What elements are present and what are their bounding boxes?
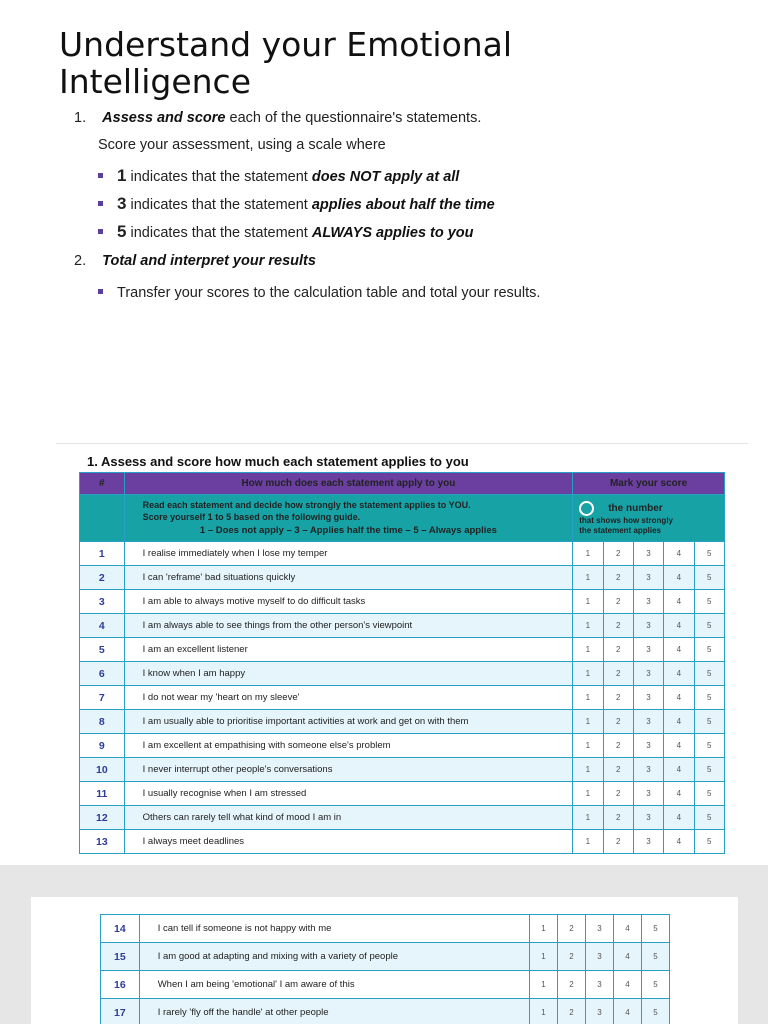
statement-text: I am able to always motive myself to do difficult tasks bbox=[124, 590, 573, 614]
statement-text: I am an excellent listener bbox=[124, 638, 573, 662]
table-row bbox=[80, 782, 725, 806]
score-option-2[interactable]: 2 bbox=[603, 614, 633, 638]
statement-text: I am good at adapting and mixing with a variety of people bbox=[139, 943, 529, 971]
statement-number: 17 bbox=[101, 999, 140, 1024]
scale-number: 1 bbox=[117, 166, 127, 185]
score-option-4[interactable]: 4 bbox=[613, 915, 641, 943]
statement-text: I realise immediately when I lose my temper bbox=[124, 542, 573, 566]
guide-blank bbox=[80, 495, 125, 542]
statement-number: 4 bbox=[80, 614, 125, 638]
statement-number: 14 bbox=[101, 915, 140, 943]
score-option-5[interactable]: 5 bbox=[694, 782, 724, 806]
statement-text: I usually recognise when I am stressed bbox=[124, 782, 573, 806]
score-option-3[interactable]: 3 bbox=[633, 614, 663, 638]
statement-number: 16 bbox=[101, 971, 140, 999]
step-1-bold: Assess and score bbox=[102, 110, 226, 126]
score-option-1[interactable]: 1 bbox=[529, 971, 557, 999]
score-option-2[interactable]: 2 bbox=[603, 758, 633, 782]
bullet-icon bbox=[98, 289, 103, 294]
score-option-4[interactable]: 4 bbox=[664, 590, 694, 614]
statement-number: 11 bbox=[80, 782, 125, 806]
statement-text: I rarely 'fly off the handle' at other people bbox=[139, 999, 529, 1024]
scale-emphasis: does NOT apply at all bbox=[311, 169, 460, 185]
mark-line-2: that shows how strongly bbox=[579, 515, 673, 525]
step-1-number: 1. bbox=[74, 110, 87, 126]
score-option-5[interactable]: 5 bbox=[694, 686, 724, 710]
score-option-1[interactable]: 1 bbox=[573, 806, 603, 830]
score-option-1[interactable]: 1 bbox=[573, 542, 603, 566]
table-row bbox=[101, 971, 670, 999]
statement-text: I am always able to see things from the other person's viewpoint bbox=[124, 614, 573, 638]
score-option-4[interactable]: 4 bbox=[664, 734, 694, 758]
score-option-3[interactable]: 3 bbox=[585, 943, 613, 971]
score-option-2[interactable]: 2 bbox=[603, 830, 633, 854]
score-option-2[interactable]: 2 bbox=[603, 566, 633, 590]
score-option-2[interactable]: 2 bbox=[603, 734, 633, 758]
score-option-3[interactable]: 3 bbox=[633, 782, 663, 806]
score-option-4[interactable]: 4 bbox=[664, 542, 694, 566]
score-option-4[interactable]: 4 bbox=[664, 566, 694, 590]
scale-item-5 bbox=[98, 222, 474, 242]
score-option-4[interactable]: 4 bbox=[613, 943, 641, 971]
mark-line-3: the statement applies bbox=[579, 525, 662, 535]
score-option-1[interactable]: 1 bbox=[573, 734, 603, 758]
score-option-3[interactable]: 3 bbox=[585, 999, 613, 1024]
statement-number: 13 bbox=[80, 830, 125, 854]
score-option-3[interactable]: 3 bbox=[633, 734, 663, 758]
step-1-subtext: Score your assessment, using a scale where bbox=[98, 137, 386, 153]
step-2-bullet bbox=[98, 285, 540, 301]
score-option-2[interactable]: 2 bbox=[603, 638, 633, 662]
score-option-5[interactable]: 5 bbox=[641, 971, 669, 999]
table-row bbox=[80, 566, 725, 590]
statement-text: I never interrupt other people's conversations bbox=[124, 758, 573, 782]
score-option-1[interactable]: 1 bbox=[529, 999, 557, 1024]
score-option-3[interactable]: 3 bbox=[633, 686, 663, 710]
step-1-text: each of the questionnaire's statements. bbox=[225, 110, 482, 126]
scale-text: indicates that the statement bbox=[126, 169, 312, 185]
score-option-1[interactable]: 1 bbox=[573, 590, 603, 614]
guide-line-2: Score yourself 1 to 5 based on the following guide. bbox=[142, 512, 361, 522]
table-row bbox=[101, 915, 670, 943]
statement-text: I can 'reframe' bad situations quickly bbox=[124, 566, 573, 590]
score-option-1[interactable]: 1 bbox=[573, 830, 603, 854]
scale-text: indicates that the statement bbox=[126, 197, 312, 213]
score-option-2[interactable]: 2 bbox=[557, 999, 585, 1024]
score-option-5[interactable]: 5 bbox=[694, 542, 724, 566]
score-option-5[interactable]: 5 bbox=[694, 806, 724, 830]
table-row bbox=[80, 686, 725, 710]
statement-number: 3 bbox=[80, 590, 125, 614]
guide-text bbox=[124, 495, 573, 542]
table-row bbox=[101, 943, 670, 971]
score-option-4[interactable]: 4 bbox=[664, 758, 694, 782]
guide-scale: 1 – Does not apply – 3 – Applies half the time – 5 – Always applies bbox=[199, 525, 497, 536]
score-option-5[interactable]: 5 bbox=[694, 566, 724, 590]
score-option-2[interactable]: 2 bbox=[603, 686, 633, 710]
score-option-4[interactable]: 4 bbox=[664, 686, 694, 710]
scale-item-3 bbox=[98, 194, 495, 214]
statement-text: When I am being 'emotional' I am aware of this bbox=[139, 971, 529, 999]
statement-number: 2 bbox=[80, 566, 125, 590]
statement-number: 1 bbox=[80, 542, 125, 566]
statement-number: 7 bbox=[80, 686, 125, 710]
scale-number: 3 bbox=[117, 194, 127, 213]
scale-emphasis: ALWAYS applies to you bbox=[311, 225, 474, 241]
score-option-5[interactable]: 5 bbox=[694, 590, 724, 614]
score-option-2[interactable]: 2 bbox=[557, 971, 585, 999]
table-row bbox=[80, 710, 725, 734]
score-option-5[interactable]: 5 bbox=[694, 734, 724, 758]
table-row bbox=[80, 638, 725, 662]
statement-number: 8 bbox=[80, 710, 125, 734]
score-option-5[interactable]: 5 bbox=[694, 758, 724, 782]
score-option-3[interactable]: 3 bbox=[585, 971, 613, 999]
statement-text: Others can rarely tell what kind of mood I am in bbox=[124, 806, 573, 830]
statement-number: 5 bbox=[80, 638, 125, 662]
table-row bbox=[80, 614, 725, 638]
statement-number: 12 bbox=[80, 806, 125, 830]
score-option-5[interactable]: 5 bbox=[694, 830, 724, 854]
circle-icon bbox=[579, 501, 594, 516]
statement-text: I am usually able to prioritise important activities at work and get on with them bbox=[124, 710, 573, 734]
score-option-1[interactable]: 1 bbox=[573, 614, 603, 638]
section-heading: 1. Assess and score how much each statement applies to you bbox=[87, 454, 469, 469]
score-option-1[interactable]: 1 bbox=[573, 782, 603, 806]
score-option-4[interactable]: 4 bbox=[664, 806, 694, 830]
table-row bbox=[80, 830, 725, 854]
score-option-1[interactable]: 1 bbox=[573, 758, 603, 782]
table-row bbox=[80, 806, 725, 830]
score-option-2[interactable]: 2 bbox=[603, 590, 633, 614]
step-2-bold: Total and interpret your results bbox=[102, 253, 316, 269]
score-option-2[interactable]: 2 bbox=[557, 915, 585, 943]
questionnaire-table bbox=[79, 472, 725, 854]
score-option-2[interactable]: 2 bbox=[603, 806, 633, 830]
score-option-3[interactable]: 3 bbox=[585, 915, 613, 943]
score-option-1[interactable]: 1 bbox=[573, 662, 603, 686]
score-option-5[interactable]: 5 bbox=[694, 710, 724, 734]
statement-text: I do not wear my 'heart on my sleeve' bbox=[124, 686, 573, 710]
score-option-2[interactable]: 2 bbox=[603, 662, 633, 686]
table-header-row bbox=[80, 473, 725, 495]
score-option-2[interactable]: 2 bbox=[603, 542, 633, 566]
header-statement: How much does each statement apply to you bbox=[124, 473, 573, 495]
statement-text: I know when I am happy bbox=[124, 662, 573, 686]
guide-row bbox=[80, 495, 725, 542]
score-option-5[interactable]: 5 bbox=[694, 662, 724, 686]
table-row bbox=[80, 590, 725, 614]
table-row bbox=[101, 999, 670, 1024]
score-option-3[interactable]: 3 bbox=[633, 662, 663, 686]
instruction-step-1 bbox=[74, 110, 481, 126]
score-option-3[interactable]: 3 bbox=[633, 830, 663, 854]
table-row bbox=[80, 662, 725, 686]
score-option-5[interactable]: 5 bbox=[641, 999, 669, 1024]
questionnaire-image-continued bbox=[31, 897, 738, 1024]
scale-emphasis: applies about half the time bbox=[311, 197, 495, 213]
page-title: Understand your Emotional Intelligence bbox=[59, 25, 513, 101]
score-option-3[interactable]: 3 bbox=[633, 542, 663, 566]
statement-number: 15 bbox=[101, 943, 140, 971]
score-option-3[interactable]: 3 bbox=[633, 590, 663, 614]
header-number: # bbox=[80, 473, 125, 495]
score-option-5[interactable]: 5 bbox=[641, 943, 669, 971]
score-option-4[interactable]: 4 bbox=[664, 662, 694, 686]
step-2-bullet-text: Transfer your scores to the calculation table and total your results. bbox=[117, 285, 541, 301]
statement-number: 6 bbox=[80, 662, 125, 686]
bullet-icon bbox=[98, 173, 103, 178]
mark-line-1: the number bbox=[608, 502, 663, 514]
score-option-5[interactable]: 5 bbox=[694, 614, 724, 638]
score-option-4[interactable]: 4 bbox=[613, 999, 641, 1024]
statement-text: I am excellent at empathising with someone else's problem bbox=[124, 734, 573, 758]
score-option-2[interactable]: 2 bbox=[603, 710, 633, 734]
guide-line-1: Read each statement and decide how strongly the statement applies to YOU. bbox=[142, 500, 471, 510]
score-option-1[interactable]: 1 bbox=[529, 915, 557, 943]
bullet-icon bbox=[98, 229, 103, 234]
score-option-1[interactable]: 1 bbox=[573, 638, 603, 662]
step-2-number: 2. bbox=[74, 253, 87, 269]
score-option-4[interactable]: 4 bbox=[664, 614, 694, 638]
score-option-5[interactable]: 5 bbox=[641, 915, 669, 943]
score-option-3[interactable]: 3 bbox=[633, 638, 663, 662]
score-option-4[interactable]: 4 bbox=[664, 782, 694, 806]
statement-number: 10 bbox=[80, 758, 125, 782]
score-option-3[interactable]: 3 bbox=[633, 758, 663, 782]
statement-text: I can tell if someone is not happy with me bbox=[139, 915, 529, 943]
score-option-3[interactable]: 3 bbox=[633, 566, 663, 590]
score-option-2[interactable]: 2 bbox=[603, 782, 633, 806]
questionnaire-table-continued bbox=[100, 914, 670, 1024]
score-option-4[interactable]: 4 bbox=[664, 638, 694, 662]
mark-guide bbox=[573, 495, 725, 542]
scale-item-1 bbox=[98, 166, 459, 186]
questionnaire-image bbox=[56, 443, 748, 866]
table-row bbox=[80, 758, 725, 782]
scale-number: 5 bbox=[117, 222, 127, 241]
score-option-3[interactable]: 3 bbox=[633, 710, 663, 734]
score-option-3[interactable]: 3 bbox=[633, 806, 663, 830]
score-option-4[interactable]: 4 bbox=[664, 830, 694, 854]
score-option-2[interactable]: 2 bbox=[557, 943, 585, 971]
table-row bbox=[80, 734, 725, 758]
scale-text: indicates that the statement bbox=[126, 225, 312, 241]
header-mark-score: Mark your score bbox=[573, 473, 725, 495]
table-row bbox=[80, 542, 725, 566]
score-option-4[interactable]: 4 bbox=[664, 710, 694, 734]
score-option-1[interactable]: 1 bbox=[573, 686, 603, 710]
bullet-icon bbox=[98, 201, 103, 206]
statement-number: 9 bbox=[80, 734, 125, 758]
score-option-4[interactable]: 4 bbox=[613, 971, 641, 999]
score-option-5[interactable]: 5 bbox=[694, 638, 724, 662]
score-option-1[interactable]: 1 bbox=[529, 943, 557, 971]
score-option-1[interactable]: 1 bbox=[573, 710, 603, 734]
statement-text: I always meet deadlines bbox=[124, 830, 573, 854]
instruction-step-2 bbox=[74, 253, 316, 269]
score-option-1[interactable]: 1 bbox=[573, 566, 603, 590]
